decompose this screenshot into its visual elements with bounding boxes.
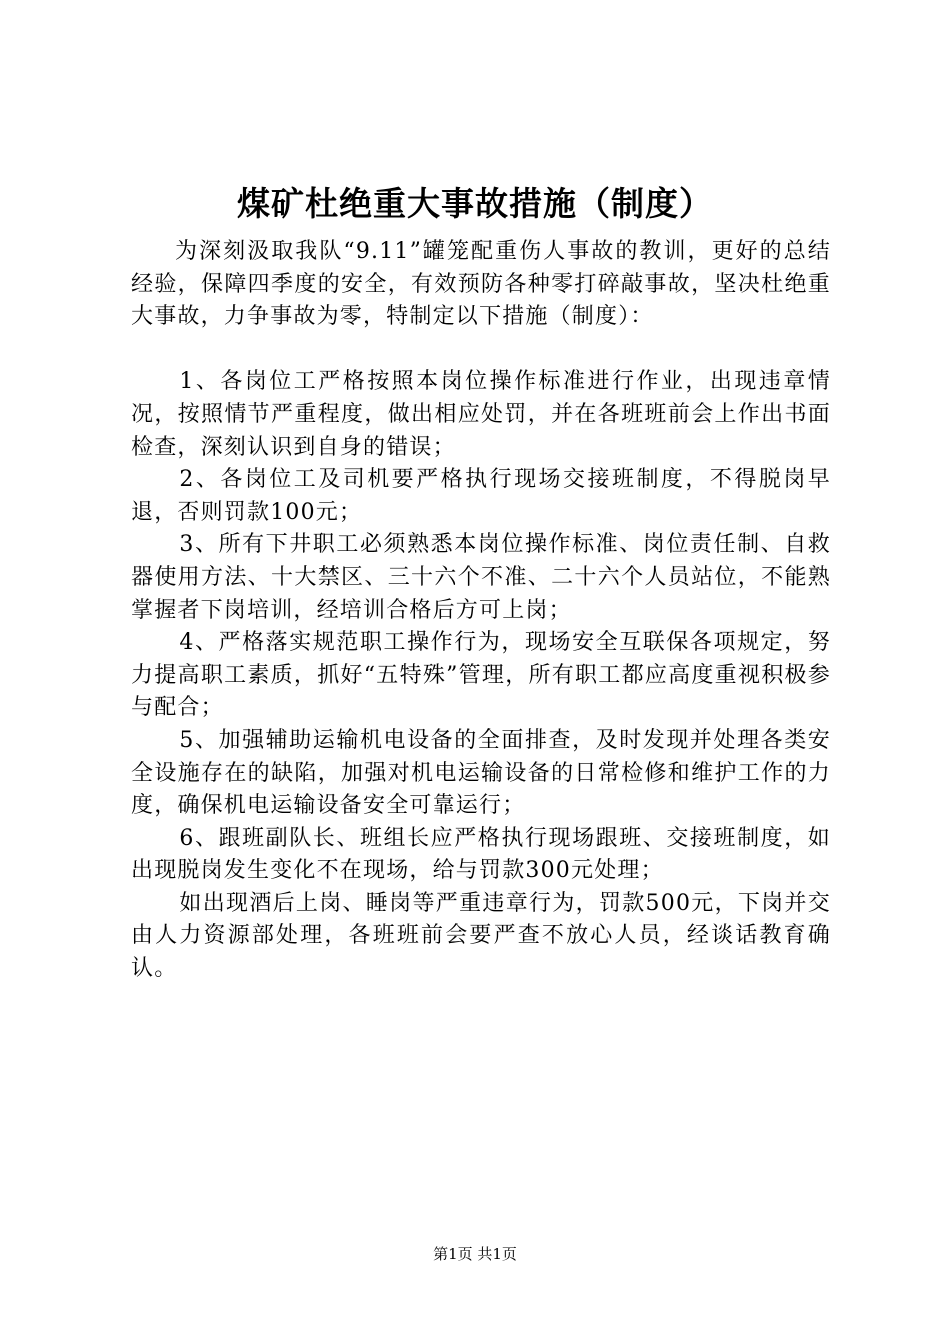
measure-item-6: 6、跟班副队长、班组长应严格执行现场跟班、交接班制度，如出现脱岗发生变化不在现场，给与罚款300元处理； xyxy=(131,825,831,884)
measure-item-2: 2、各岗位工及司机要严格执行现场交接班制度，不得脱岗早退，否则罚款100元； xyxy=(131,467,831,525)
measure-item-1: 1、各岗位工严格按照本岗位操作标准进行作业，出现违章情况，按照情节严重程度，做出相应处罚，并在各班班前会上作出书面检查，深刻认识到自身的错误； xyxy=(131,369,831,460)
page-footer: 第1页 共1页 xyxy=(433,1245,517,1263)
document-title: 煤矿杜绝重大事故措施（制度） xyxy=(237,184,713,223)
measure-item-5: 5、加强辅助运输机电设备的全面排查，及时发现并处理各类安全设施存在的缺陷，加强对机电运输设备的日常检修和维护工作的力度，确保机电运输设备安全可靠运行； xyxy=(131,727,831,819)
document-body xyxy=(131,236,831,986)
blank-line xyxy=(131,334,831,367)
measure-item-4: 4、严格落实规范职工操作行为，现场安全互联保各项规定，努力提高职工素质，抓好“五特殊”管理，所有职工都应高度重视积极参与配合； xyxy=(131,630,831,721)
measure-item-3: 3、所有下井职工必须熟悉本岗位操作标准、岗位责任制、自救器使用方法、十大禁区、三十六个不准、二十六个人员站位，不能熟掌握者下岗培训，经培训合格后方可上岗； xyxy=(131,532,831,623)
intro-paragraph: 为深刻汲取我队“9.11”罐笼配重伤人事故的教训，更好的总结经验，保障四季度的安全，有效预防各种零打碎敲事故，坚决杜绝重大事故，力争事故为零，特制定以下措施（制度）： xyxy=(131,239,831,330)
closing-paragraph: 如出现酒后上岗、睡岗等严重违章行为，罚款500元，下岗并交由人力资源部处理，各班班前会要严查不放心人员，经谈话教育确认。 xyxy=(131,890,831,982)
